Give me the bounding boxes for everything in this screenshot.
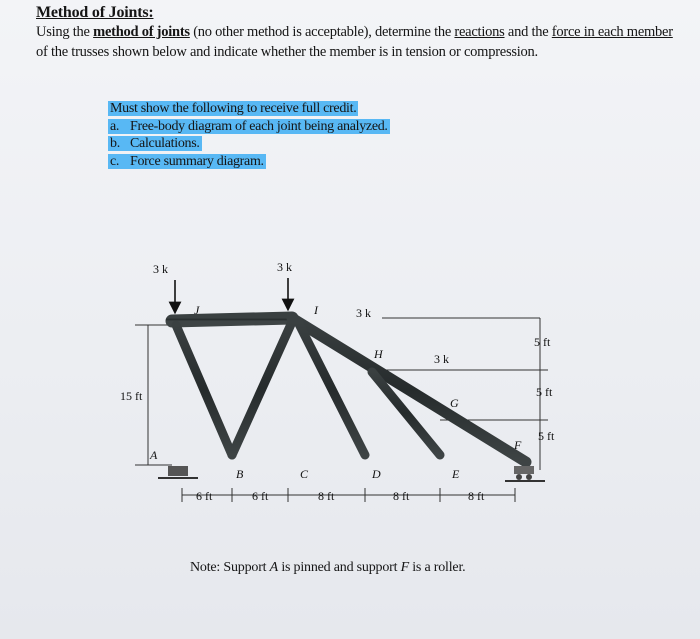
support-a-pin [158,466,198,478]
requirement-marker: a. [110,118,120,134]
joint-label-a: A [150,448,158,462]
support-f-roller [505,466,545,481]
statement-method: method of joints [93,24,190,40]
statement-text: Using the [36,24,94,40]
load-label-i: 3 k [277,260,292,274]
note-text: is a roller. [408,560,466,575]
dimension-bottom-5: 8 ft [468,489,485,503]
joint-label-h: H [374,347,383,361]
dimension-bottom-4: 8 ft [393,489,410,503]
statement-text: (no other method is acceptable), determine the [189,24,455,40]
statement-text: and the [504,24,552,40]
dimension-bottom-2: 6 ft [252,489,269,503]
joint-label-f: F [514,438,522,452]
note-support-f: F [400,560,409,575]
joint-label-j: J [194,303,200,317]
dimension-right-2: 5 ft [536,385,553,399]
joint-label-b: B [236,467,244,481]
joint-label-i: I [314,303,318,317]
requirement-item: Calculations. [130,136,200,151]
requirement-item: Free-body diagram of each joint being analyzed. [130,118,388,134]
load-label-h: 3 k [356,306,371,320]
dimension-height: 15 ft [120,389,143,403]
statement-reactions: reactions [454,24,505,40]
requirements-intro: Must show the following to receive full credit. [110,101,357,116]
support-note [190,560,465,576]
load-label-j: 3 k [153,262,168,276]
joint-label-g: G [450,396,459,410]
dimension-bottom-1: 6 ft [196,489,213,503]
member-diagonal-chord [292,318,526,462]
requirement-item: Force summary diagram. [130,153,264,169]
statement-text: of the trusses shown below and indicate whether the member is in tension or compression. [36,44,538,60]
joint-label-c: C [300,467,309,481]
statement-force-in-each-member: force in each member [551,24,673,40]
requirement-marker: c. [110,153,120,169]
member-diagonal-jb [176,325,232,455]
dimension-bottom-3: 8 ft [318,489,335,503]
load-arrows [175,278,288,308]
joint-label-e: E [452,467,460,481]
note-text: Note: Support [190,560,270,575]
joint-label-d: D [372,467,381,481]
load-label-g: 3 k [434,352,449,366]
note-support-a: A [269,560,279,575]
note-text: is pinned and support [278,560,401,575]
requirement-marker: b. [110,136,120,151]
member-diagonal-bi [232,322,292,455]
dimension-right-1: 5 ft [534,335,551,349]
section-heading: Method of Joints: [36,4,154,21]
member-top-chord [172,318,292,321]
dimension-right-3: 5 ft [538,429,555,443]
truss-members [172,318,526,462]
